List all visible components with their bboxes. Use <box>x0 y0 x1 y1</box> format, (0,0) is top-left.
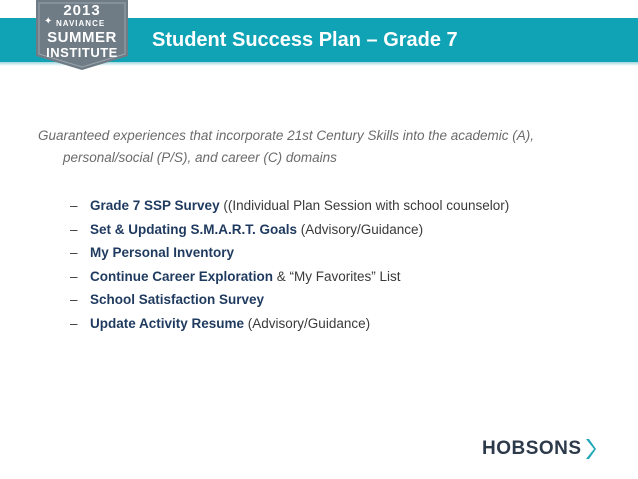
naviance-star-icon: ✦ <box>44 16 53 27</box>
hobsons-logo <box>482 437 596 461</box>
dash-bullet: – <box>70 245 78 260</box>
list-item <box>70 312 610 336</box>
list-item <box>70 265 610 289</box>
badge-line1: SUMMER <box>47 29 117 46</box>
badge-line2: INSTITUTE <box>46 45 118 60</box>
page-title: Student Success Plan – Grade 7 <box>152 29 458 51</box>
summer-institute-badge <box>34 0 130 70</box>
dash-bullet: – <box>70 292 78 307</box>
list-item <box>70 241 610 265</box>
item-detail: ((Individual Plan Session with school counselor) <box>219 198 510 213</box>
item-title: School Satisfaction Survey <box>90 292 265 307</box>
dash-bullet: – <box>70 198 78 213</box>
item-detail: (Advisory/Guidance) <box>297 221 424 237</box>
badge-year: 2013 <box>63 2 101 19</box>
chevron-right-icon <box>584 438 596 460</box>
list-item <box>70 288 610 312</box>
item-detail: (Advisory/Guidance) <box>244 315 371 331</box>
item-title: Set & Updating S.M.A.R.T. Goals <box>90 221 298 237</box>
intro-line2: personal/social (P/S), and career (C) domains <box>63 150 337 165</box>
item-detail: & “My Favorites” List <box>273 268 401 284</box>
list-item <box>70 218 610 242</box>
badge-brand: NAVIANCE <box>56 19 106 28</box>
item-title: Continue Career Exploration <box>90 268 274 284</box>
item-title: Update Activity Resume <box>90 315 245 331</box>
intro-text <box>38 125 598 169</box>
logo-text: HOBSONS <box>482 438 582 459</box>
dash-bullet: – <box>70 268 78 284</box>
experience-list <box>70 194 610 335</box>
item-title: My Personal Inventory <box>90 245 235 260</box>
dash-bullet: – <box>70 221 78 237</box>
dash-bullet: – <box>70 315 78 331</box>
item-title: Grade 7 SSP Survey <box>90 198 220 213</box>
list-item <box>70 194 610 218</box>
intro-line1: Guaranteed experiences that incorporate 21st Century Skills into the academic (A), <box>38 128 535 143</box>
